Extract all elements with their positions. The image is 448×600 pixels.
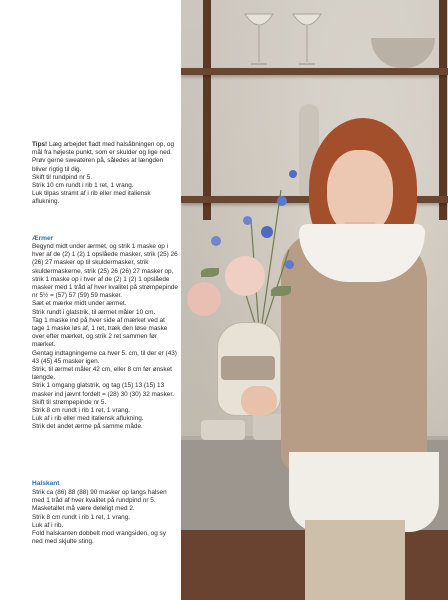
wine-glass-icon (289, 10, 325, 66)
plate-stack (201, 420, 245, 440)
shelf-post-right (439, 0, 447, 220)
halskant-paragraph: Strik ca (86) 88 (88) 90 masker op langs halsen med 1 tråd af hver kvalitet på rundpind nr 5. Masketallet må være deleligt med 2. Strik 8 cm rundt i rib 1 ret, 1 vrang. Luk af i rib. Fold halskanten dobbelt mod vrangsiden, og sy ned med skjulte sting. (32, 489, 167, 546)
shelf-post-left (203, 0, 211, 220)
delphinium-flower (277, 196, 287, 206)
vase-pattern (221, 356, 275, 380)
leaf (201, 268, 219, 277)
model-photo (181, 0, 448, 600)
halskant-heading: Halskant (32, 480, 60, 487)
shelf-top (181, 68, 448, 75)
aermer-paragraph: Begynd midt under ærmet, og strik 1 maske op i hver af de (2) 1 (2) 1 opslåede masker, strik (25) 26 (26) 27 masker op til skuldermasker, strik skuldermaskerne, strik (25) 26 (26) 27 masker op, strik 1 maske op i hver af de (2) 1 (2) 1 opslåede masker med 1 tråd af hver kvalitet på strømpepinde nr 5½ = (57) 57 (59) 59 masker. Sæt et mærke midt under ærmet. Strik rundt i glatstrik, til ærmet måler 10 cm. Tag 1 maske ind på hver side af mærket ved at tage 1 maske løs af, 1 ret, træk den løse maske over efter mærket, og strik 2 ret sammen før mærket. Gentag indtagningerne ca hver 5. cm, til der er (43) 43 (45) 45 masker igen. Strik, til ærmet måler 42 cm, eller 8 cm før ønsket længde. Strik 1 omgang glatstrik, og tag (15) 13 (15) 13 masker ind jævnt fordelt = (28) 30 (30) 32 masker. Skift til strømpepinde nr 5. Strik 8 cm rundt i rib 1 ret, 1 vrang. Luk af i rib eller med italiensk aflukning. Strik det andet ærme på samme måde. (32, 243, 178, 431)
aermer-heading: Ærmer (32, 235, 54, 242)
tips-label: Tips! (32, 141, 48, 148)
delphinium-flower (243, 216, 252, 225)
amaryllis-flower (187, 282, 221, 316)
delphinium-flower (285, 260, 294, 269)
tips-text: Læg arbejdet fladt med halsåbningen op, og mål fra højeste punkt, som er skulder og lige ned. Prøv gerne sweateren på, således at længden bliver rigtig til dig. Skift til rundpind nr 5. Strik 10 cm rundt i rib 1 ret, 1 vrang. Luk tilpas stramt af i rib eller med italiensk aflukning. (32, 141, 175, 206)
amaryllis-flower (225, 256, 265, 296)
pattern-text-column (0, 0, 181, 600)
tips-paragraph (32, 141, 178, 207)
wine-glass-icon (241, 10, 277, 66)
delphinium-flower (289, 170, 297, 178)
delphinium-flower (211, 236, 221, 246)
model-hand (241, 386, 277, 416)
delphinium-flower (261, 226, 273, 238)
leaf (271, 286, 291, 296)
model-trousers (305, 520, 405, 600)
plate-stack (253, 414, 283, 440)
